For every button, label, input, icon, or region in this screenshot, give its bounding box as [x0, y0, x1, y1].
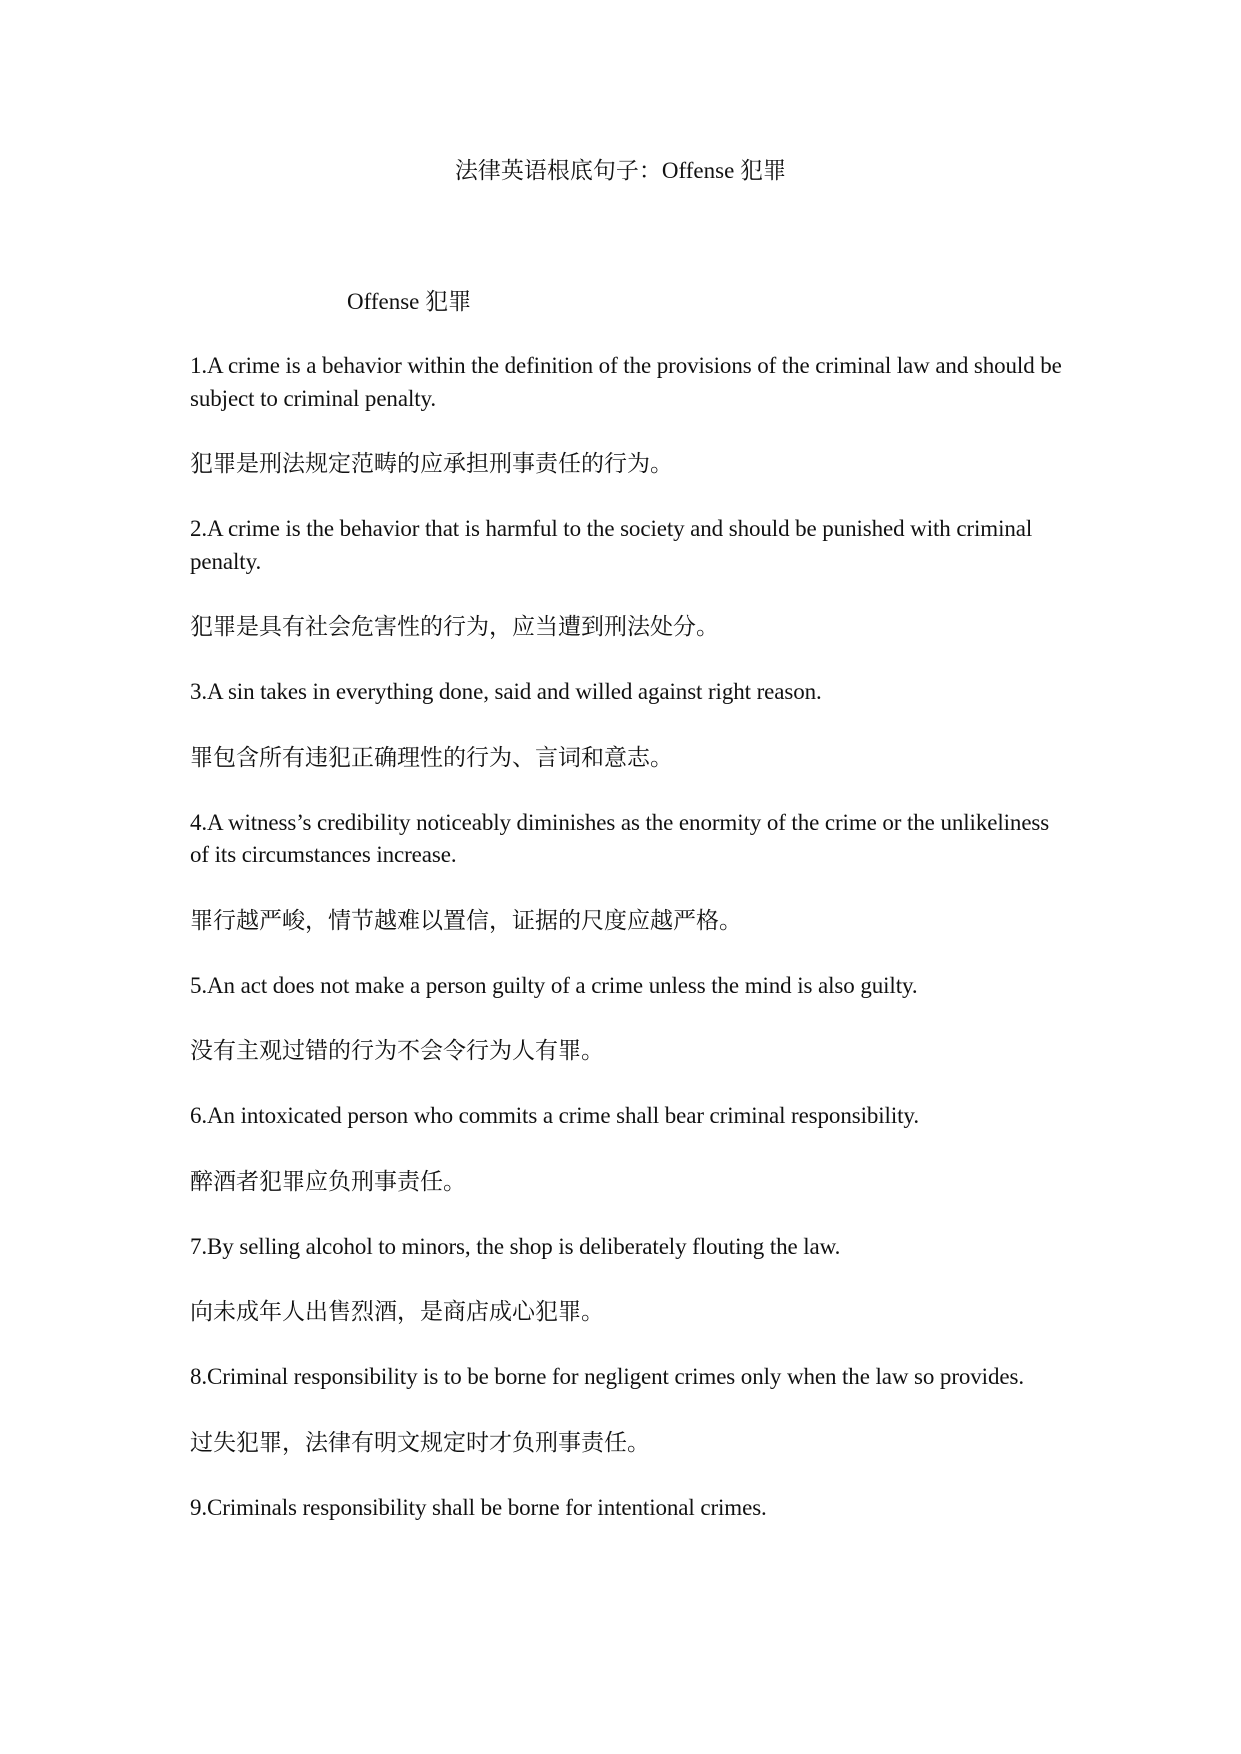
entry-english: 5.An act does not make a person guilty of a crime unless the mind is also guilty. [190, 972, 918, 998]
entry-chinese: 罪行越严峻，情节越难以置信，证据的尺度应越严格。 [190, 907, 742, 933]
entry-6 [190, 1100, 1070, 1231]
entry-chinese: 罪包含所有违犯正确理性的行为、言词和意志。 [190, 744, 673, 770]
entry-2 [190, 513, 1070, 676]
entry-7 [190, 1231, 1070, 1362]
entry-8 [190, 1361, 1070, 1492]
entry-3 [190, 676, 1070, 807]
entry-chinese: 向未成年人出售烈酒，是商店成心犯罪。 [190, 1299, 604, 1324]
entry-english: 9.Criminals responsibility shall be borne for intentional crimes. [190, 1494, 767, 1520]
entry-chinese: 犯罪是具有社会危害性的行为，应当遭到刑法处分。 [190, 614, 719, 639]
entry-english: 4.A witness’s credibility noticeably diminishes as the enormity of the crime or the unlikeliness of its circumstances increase. [190, 809, 1050, 867]
entry-english: 3.A sin takes in everything done, said and willed against right reason. [190, 679, 822, 704]
entry-english: 1.A crime is a behavior within the definition of the provisions of the criminal law and should be subject to criminal penalty. [190, 353, 1062, 411]
entry-chinese: 没有主观过错的行为不会令行为人有罪。 [190, 1038, 604, 1063]
entry-english: 6.An intoxicated person who commits a crime shall bear criminal responsibility. [190, 1103, 919, 1128]
entry-4 [190, 807, 1070, 970]
entry-english: 8.Criminal responsibility is to be borne for negligent crimes only when the law so provides. [190, 1364, 1024, 1389]
entry-english: 7.By selling alcohol to minors, the shop is deliberately flouting the law. [190, 1233, 841, 1259]
entry-english: 2.A crime is the behavior that is harmful to the society and should be punished with criminal penalty. [190, 516, 1033, 574]
entry-9 [190, 1492, 1070, 1525]
entry-chinese: 犯罪是刑法规定范畴的应承担刑事责任的行为。 [190, 451, 673, 476]
sentence-list [190, 350, 1070, 1524]
entry-chinese: 醉酒者犯罪应负刑事责任。 [190, 1168, 466, 1194]
entry-5 [190, 970, 1070, 1101]
entry-1 [190, 350, 1070, 513]
document-title: 法律英语根底句子：Offense 犯罪 [454, 158, 787, 183]
entry-chinese: 过失犯罪，法律有明文规定时才负刑事责任。 [190, 1429, 650, 1455]
section-heading: Offense 犯罪 [347, 289, 472, 314]
